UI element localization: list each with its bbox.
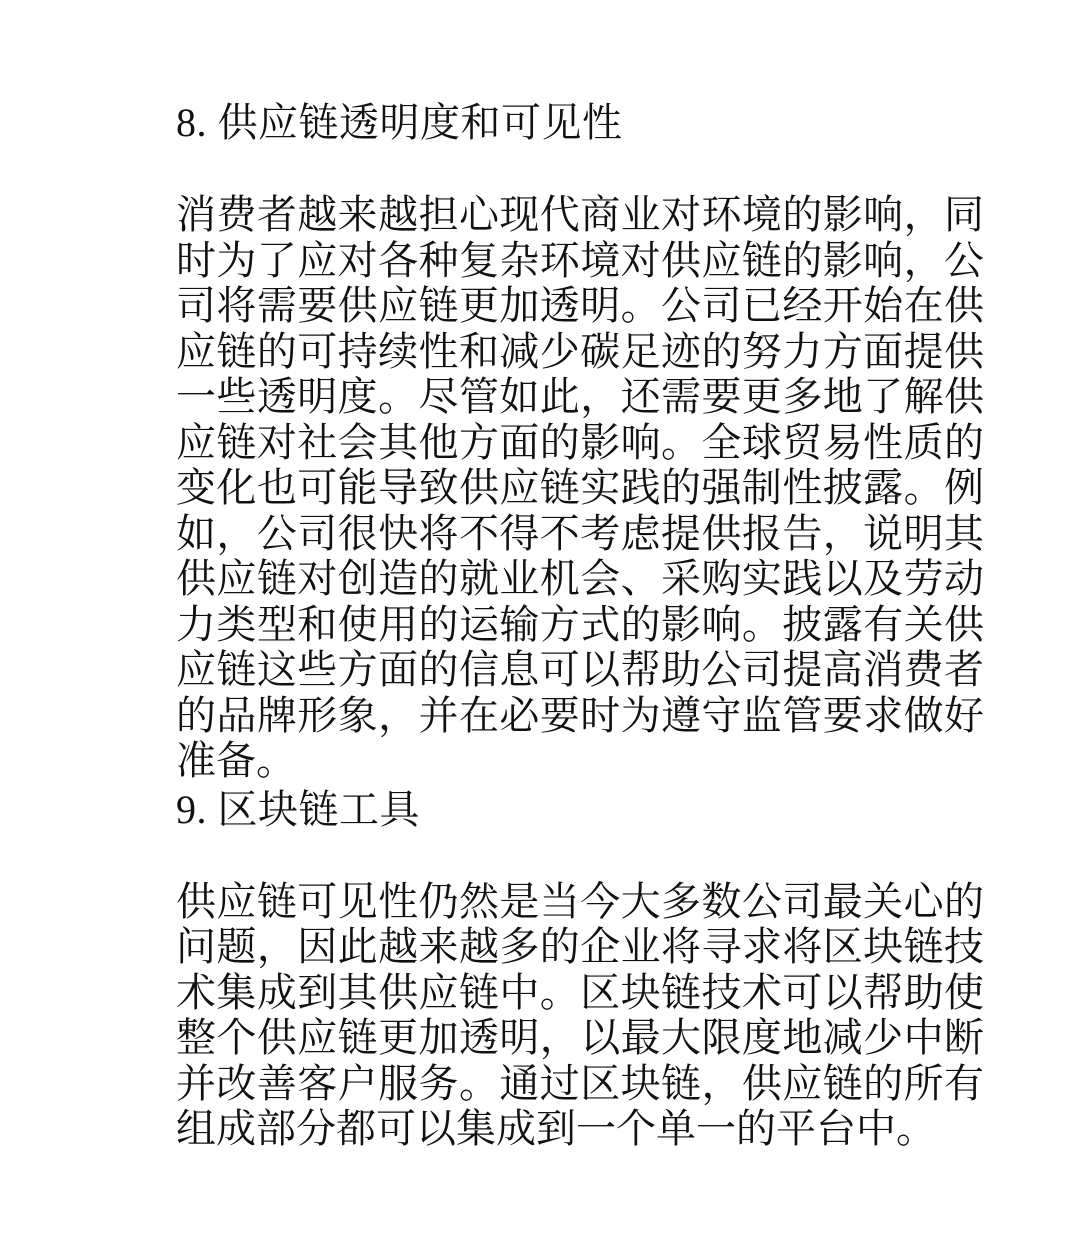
section-body-supply-chain-transparency: 消费者越来越担心现代商业对环境的影响，同时为了应对各种复杂环境对供应链的影响，公司将需要供应链更加透明。公司已经开始在供应链的可持续性和减少碳足迹的努力方面提供一些透明度。尽管如此，还需要更多地了解供应链对社会其他方面的影响。全球贸易性质的变化也可能导致供应链实践的强制性披露。例如，公司很快将不得不考虑提供报告，说明其供应链对创造的就业机会、采购实践以及劳动力类型和使用的运输方式的影响。披露有关供应链这些方面的信息可以帮助公司提高消费者的品牌形象，并在必要时为遵守监管要求做好准备。 [176, 192, 984, 784]
section-heading-supply-chain-transparency: 8. 供应链透明度和可见性 [176, 100, 623, 145]
spacer [176, 835, 984, 880]
section-body-blockchain-tools: 供应链可见性仍然是当今大多数公司最关心的问题，因此越来越多的企业将寻求将区块链技术集成到其供应链中。区块链技术可以帮助使整个供应链更加透明，以最大限度地减少中断并改善客户服务。通过区块链，供应链的所有组成部分都可以集成到一个单一的平台中。 [176, 878, 984, 1152]
document-page [176, 98, 984, 1153]
section-heading-blockchain-tools: 9. 区块链工具 [176, 786, 420, 832]
spacer [176, 148, 984, 193]
